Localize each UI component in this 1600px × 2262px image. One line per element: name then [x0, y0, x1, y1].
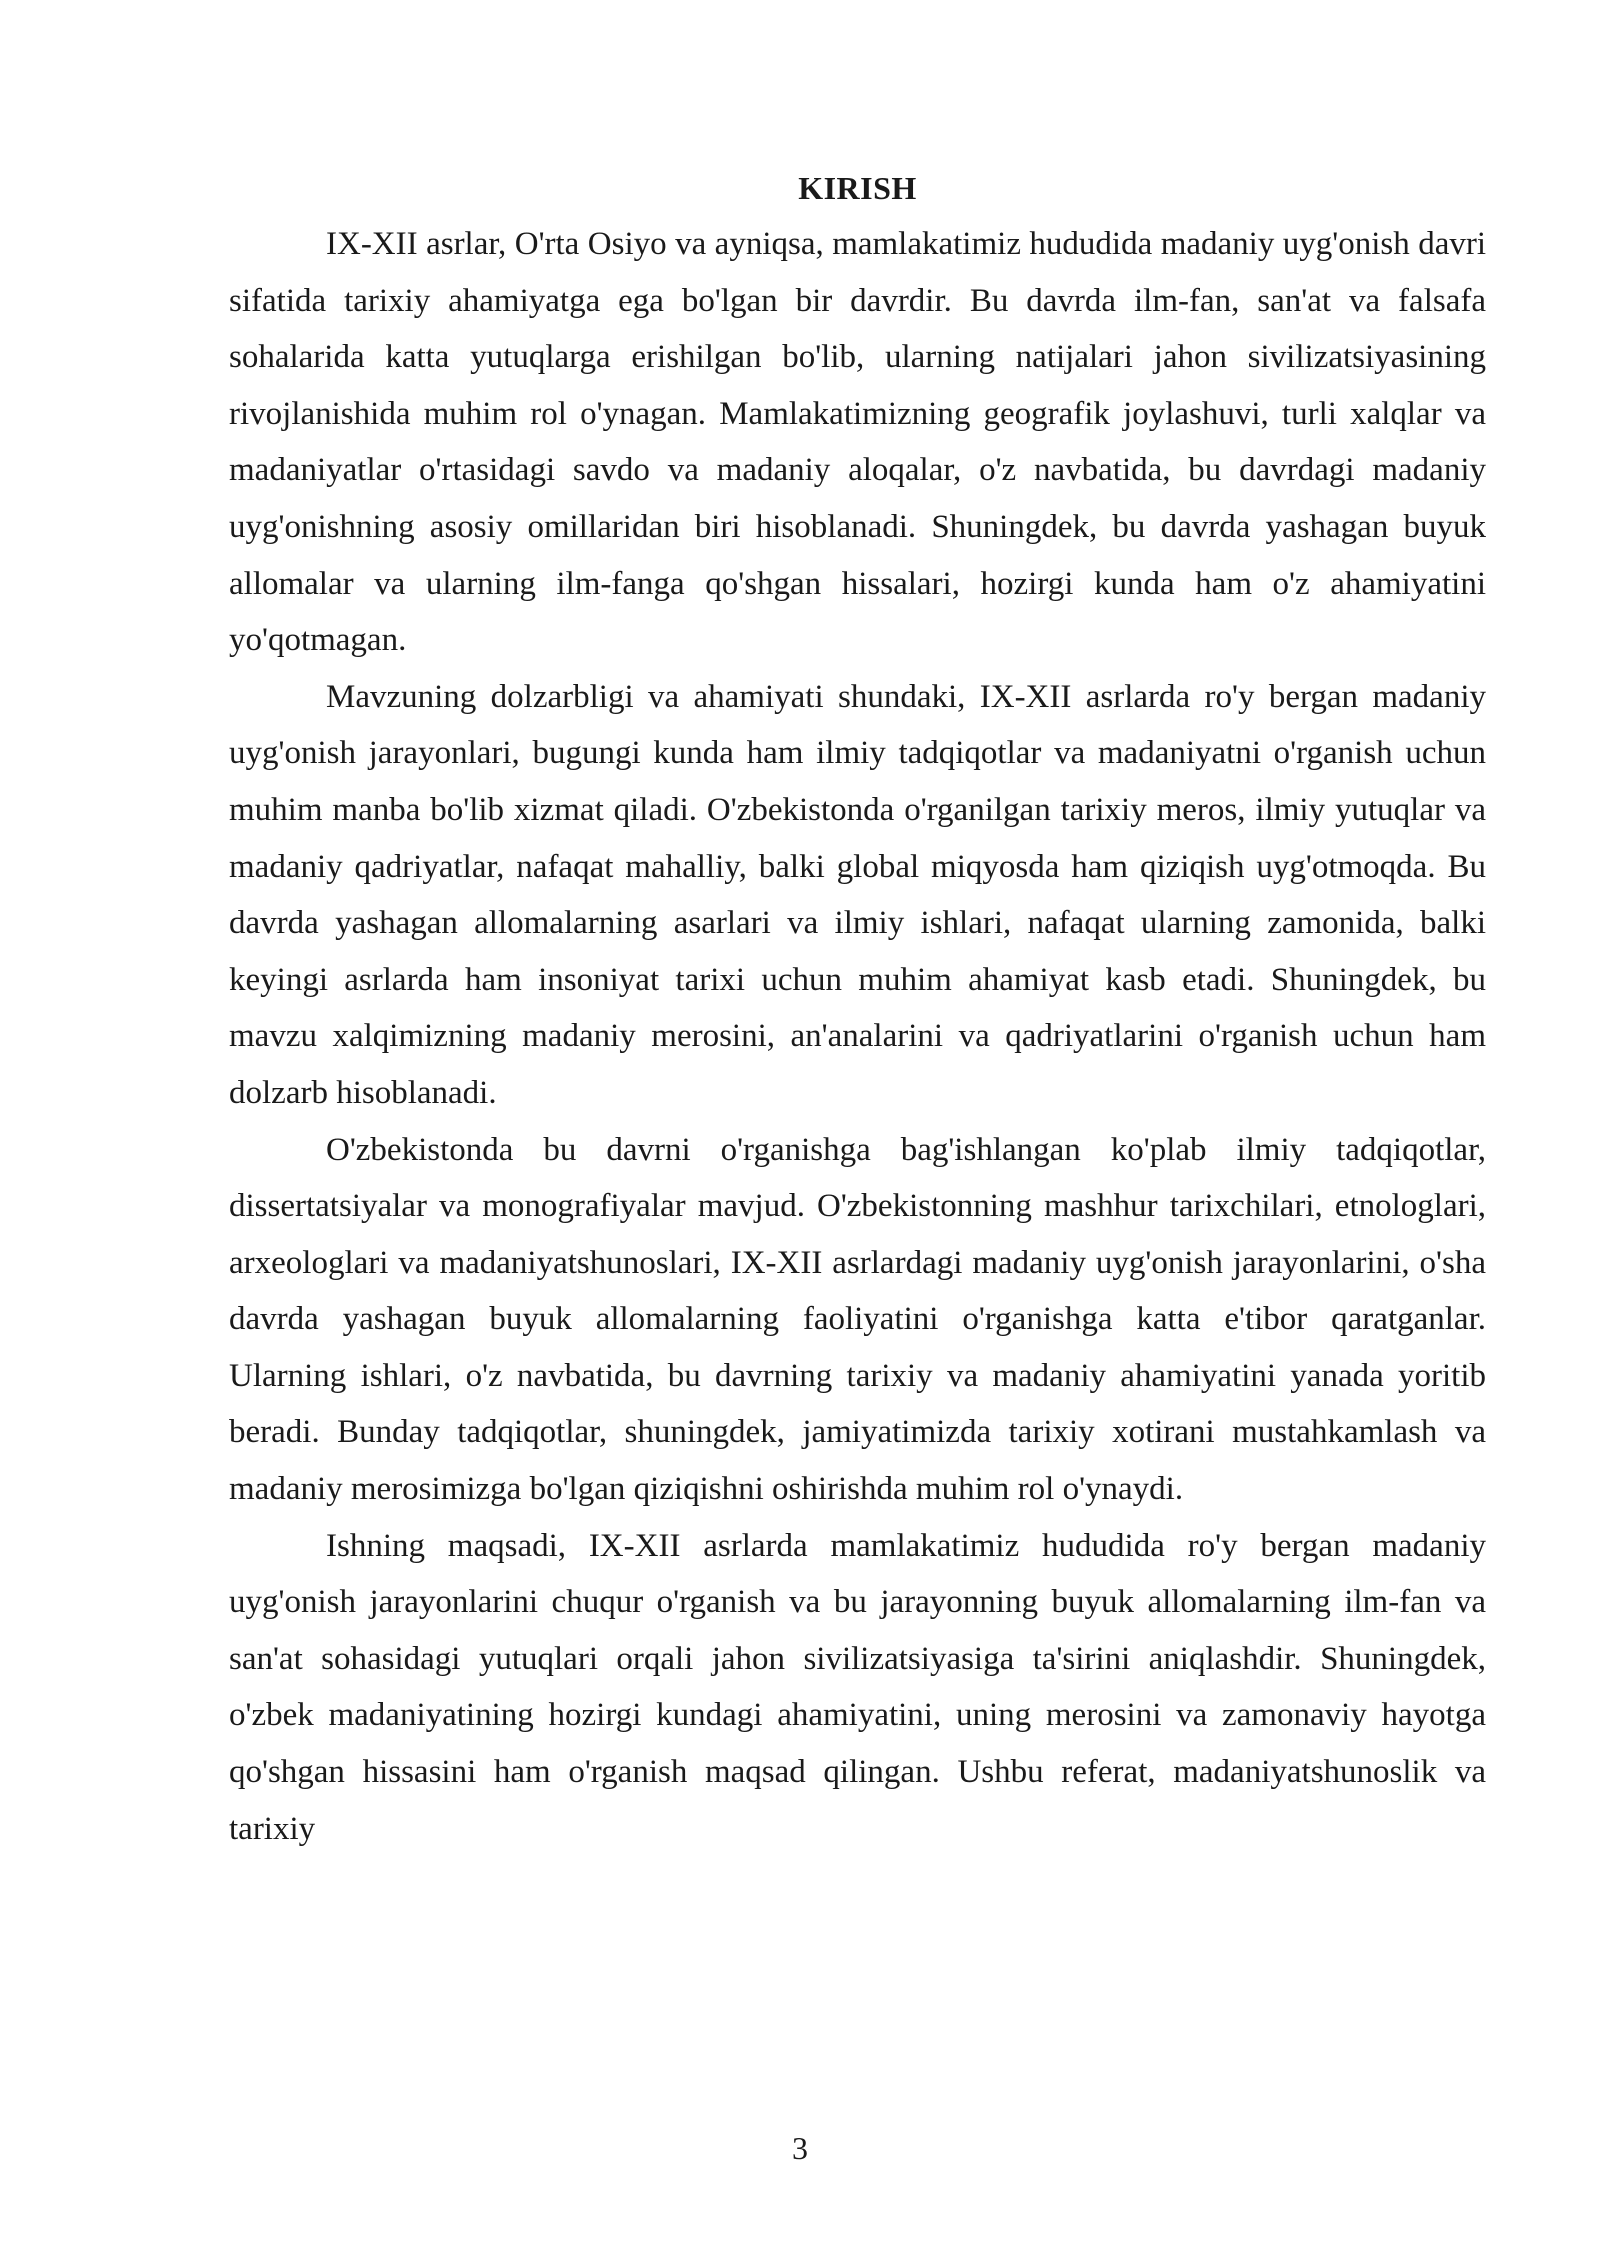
- paragraph-1: IX-XII asrlar, O'rta Osiyo va ayniqsa, mamlakatimiz hududida madaniy uyg'onish davri sifatida tarixiy ahamiyatga ega bo'lgan bir davrdir. Bu davrda ilm-fan, san'at va falsafa sohalarida katta yutuqlarga erishilgan bo'lib, ularning natijalari jahon sivilizatsiyasining rivojlanishida muhim rol o'ynagan. Mamlakatimizning geografik joylashuvi, turli xalqlar va madaniyatlar o'rtasidagi savdo va madaniy aloqalar, o'z navbatida, bu davrdagi madaniy uyg'onishning asosiy omillaridan biri hisoblanadi. Shuningdek, bu davrda yashagan buyuk allomalar va ularning ilm-fanga qo'shgan hissalari, hozirgi kunda ham o'z ahamiyatini yo'qotmagan.: [229, 226, 1486, 659]
- paragraph-2: Mavzuning dolzarbligi va ahamiyati shundaki, IX-XII asrlarda ro'y bergan madaniy uyg'onish jarayonlari, bugungi kunda ham ilmiy tadqiqotlar va madaniyatni o'rganish uchun muhim manba bo'lib xizmat qiladi. O'zbekistonda o'rganilgan tarixiy meros, ilmiy yutuqlar va madaniy qadriyatlar, nafaqat mahalliy, balki global miqyosda ham qiziqish uyg'otmoqda. Bu davrda yashagan allomalarning asarlari va ilmiy ishlari, nafaqat ularning zamonida, balki keyingi asrlarda ham insoniyat tarixi uchun muhim ahamiyat kasb etadi. Shuningdek, bu mavzu xalqimizning madaniy merosini, an'analarini va qadriyatlarini o'rganish uchun ham dolzarb hisoblanadi.: [229, 678, 1486, 1111]
- page-content: [229, 160, 1486, 1857]
- section-title: KIRISH: [798, 170, 917, 206]
- page-number: 3: [792, 2130, 808, 2166]
- paragraph-3: O'zbekistonda bu davrni o'rganishga bag'ishlangan ko'plab ilmiy tadqiqotlar, dissertatsiyalar va monografiyalar mavjud. O'zbekistonning mashhur tarixchilari, etnologlari, arxeologlari va madaniyatshunoslari, IX-XII asrlardagi madaniy uyg'onish jarayonlarini, o'sha davrda yashagan buyuk allomalarning faoliyatini o'rganishga katta e'tibor qaratganlar. Ularning ishlari, o'z navbatida, bu davrning tarixiy va madaniy ahamiyatini yanada yoritib beradi. Bunday tadqiqotlar, shuningdek, jamiyatimizda tarixiy xotirani mustahkamlash va madaniy merosimizga bo'lgan qiziqishni oshirishda muhim rol o'ynaydi.: [229, 1131, 1486, 1508]
- paragraph-4: Ishning maqsadi, IX-XII asrlarda mamlakatimiz hududida ro'y bergan madaniy uyg'onish jarayonlarini chuqur o'rganish va bu jarayonning buyuk allomalarning ilm-fan va san'at sohasidagi yutuqlari orqali jahon sivilizatsiyasiga ta'sirini aniqlashdir. Shuningdek, o'zbek madaniyatining hozirgi kundagi ahamiyatini, uning merosini va zamonaviy hayotga qo'shgan hissasini ham o'rganish maqsad qilingan. Ushbu referat, madaniyatshunoslik va tarixiy: [229, 1527, 1486, 1847]
